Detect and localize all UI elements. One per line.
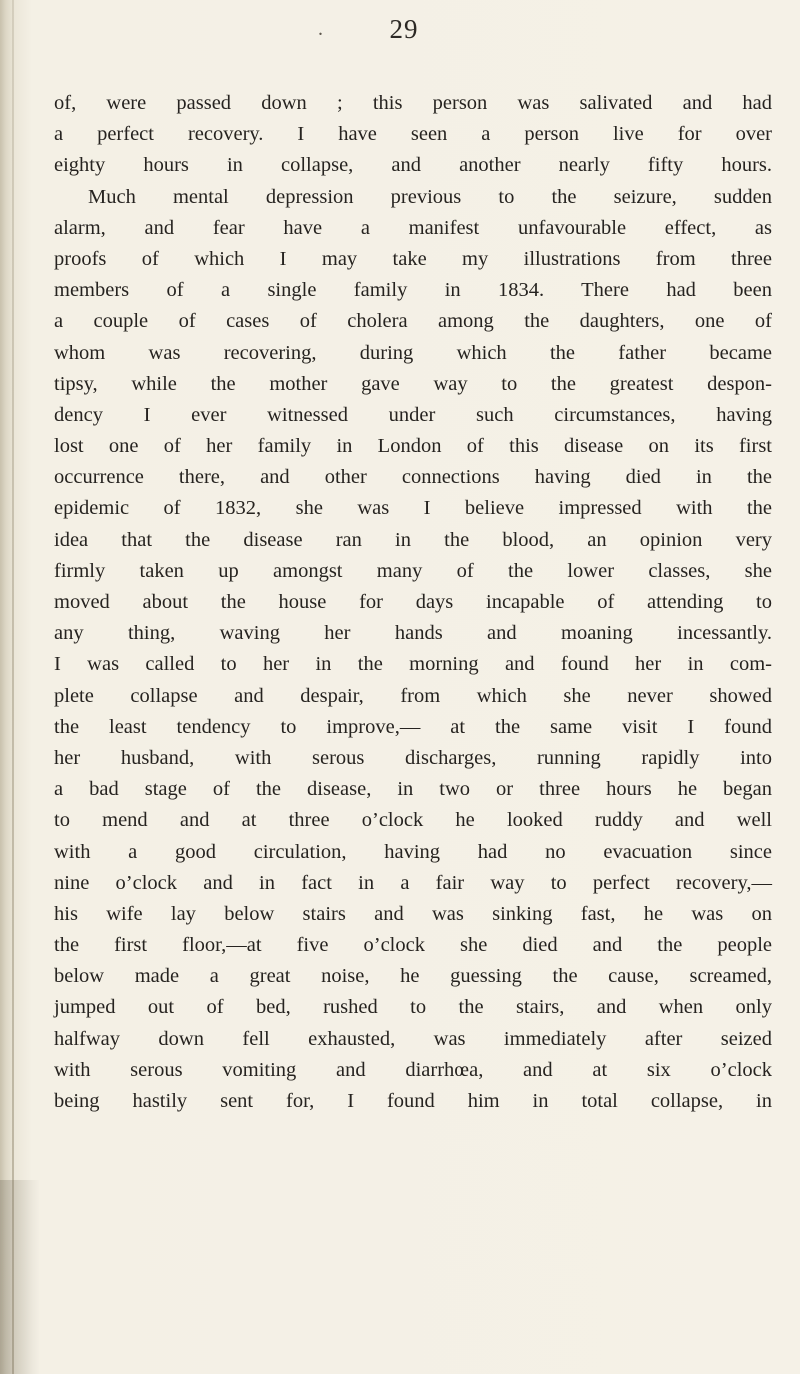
- page-fold-shadow: [12, 0, 14, 1374]
- text-line: with serous vomiting and diarrhœa, and at six o’clock: [54, 1058, 772, 1081]
- text-line: nine o’clock and in fact in a fair way to perfect recovery,—: [54, 871, 772, 894]
- text-line: his wife lay below stairs and was sinking fast, he was on: [54, 902, 772, 925]
- text-line: I was called to her in the morning and found her in com-: [54, 653, 772, 676]
- text-line: below made a great noise, he guessing the cause, screamed,: [54, 965, 772, 988]
- binding-shadow: [0, 1180, 40, 1374]
- text-line: members of a single family in 1834. There had been: [54, 279, 772, 302]
- text-line: tipsy, while the mother gave way to the greatest despon-: [54, 372, 772, 395]
- paragraph: [54, 88, 772, 182]
- text-line: a bad stage of the disease, in two or three hours he began: [54, 778, 772, 801]
- text-line: to mend and at three o’clock he looked ruddy and well: [54, 809, 772, 832]
- text-line: of, were passed down ; this person was salivated and had: [54, 92, 772, 114]
- text-line: alarm, and fear have a manifest unfavourable effect, as: [54, 216, 772, 239]
- text-line: a couple of cases of cholera among the daughters, one of: [54, 310, 772, 333]
- paragraph: [54, 182, 772, 1118]
- page-speck: .: [318, 18, 323, 40]
- text-line: being hastily sent for, I found him in total collapse, in: [54, 1090, 772, 1112]
- text-line: the least tendency to improve,— at the same visit I found: [54, 715, 772, 738]
- text-line: proofs of which I may take my illustrations from three: [54, 247, 772, 270]
- text-line: moved about the house for days incapable of attending to: [54, 591, 772, 613]
- text-line: idea that the disease ran in the blood, an opinion very: [54, 528, 772, 551]
- text-line: occurrence there, and other connections having died in the: [54, 466, 772, 489]
- text-line: dency I ever witnessed under such circumstances, having: [54, 403, 772, 426]
- text-line: a perfect recovery. I have seen a person live for over: [54, 123, 772, 146]
- text-line: lost one of her family in London of this disease on its first: [54, 435, 772, 458]
- text-line: the first floor,—at five o’clock she died and the people: [54, 934, 772, 957]
- text-line: whom was recovering, during which the father became: [54, 341, 772, 364]
- text-line: jumped out of bed, rushed to the stairs, and when only: [54, 996, 772, 1019]
- page-number: 29: [389, 14, 419, 44]
- text-line: epidemic of 1832, she was I believe impressed with the: [54, 497, 772, 520]
- text-line: Much mental depression previous to the seizure, sudden: [88, 185, 772, 208]
- text-line: halfway down fell exhausted, was immediately after seized: [54, 1027, 772, 1050]
- body-text: [54, 88, 772, 1117]
- text-line: with a good circulation, having had no evacuation since: [54, 840, 772, 863]
- text-line: any thing, waving her hands and moaning incessantly.: [54, 622, 772, 645]
- text-line: plete collapse and despair, from which she never showed: [54, 684, 772, 707]
- text-line: her husband, with serous discharges, running rapidly into: [54, 746, 772, 769]
- text-line: eighty hours in collapse, and another nearly fifty hours.: [54, 154, 772, 177]
- text-line: firmly taken up amongst many of the lower classes, she: [54, 559, 772, 582]
